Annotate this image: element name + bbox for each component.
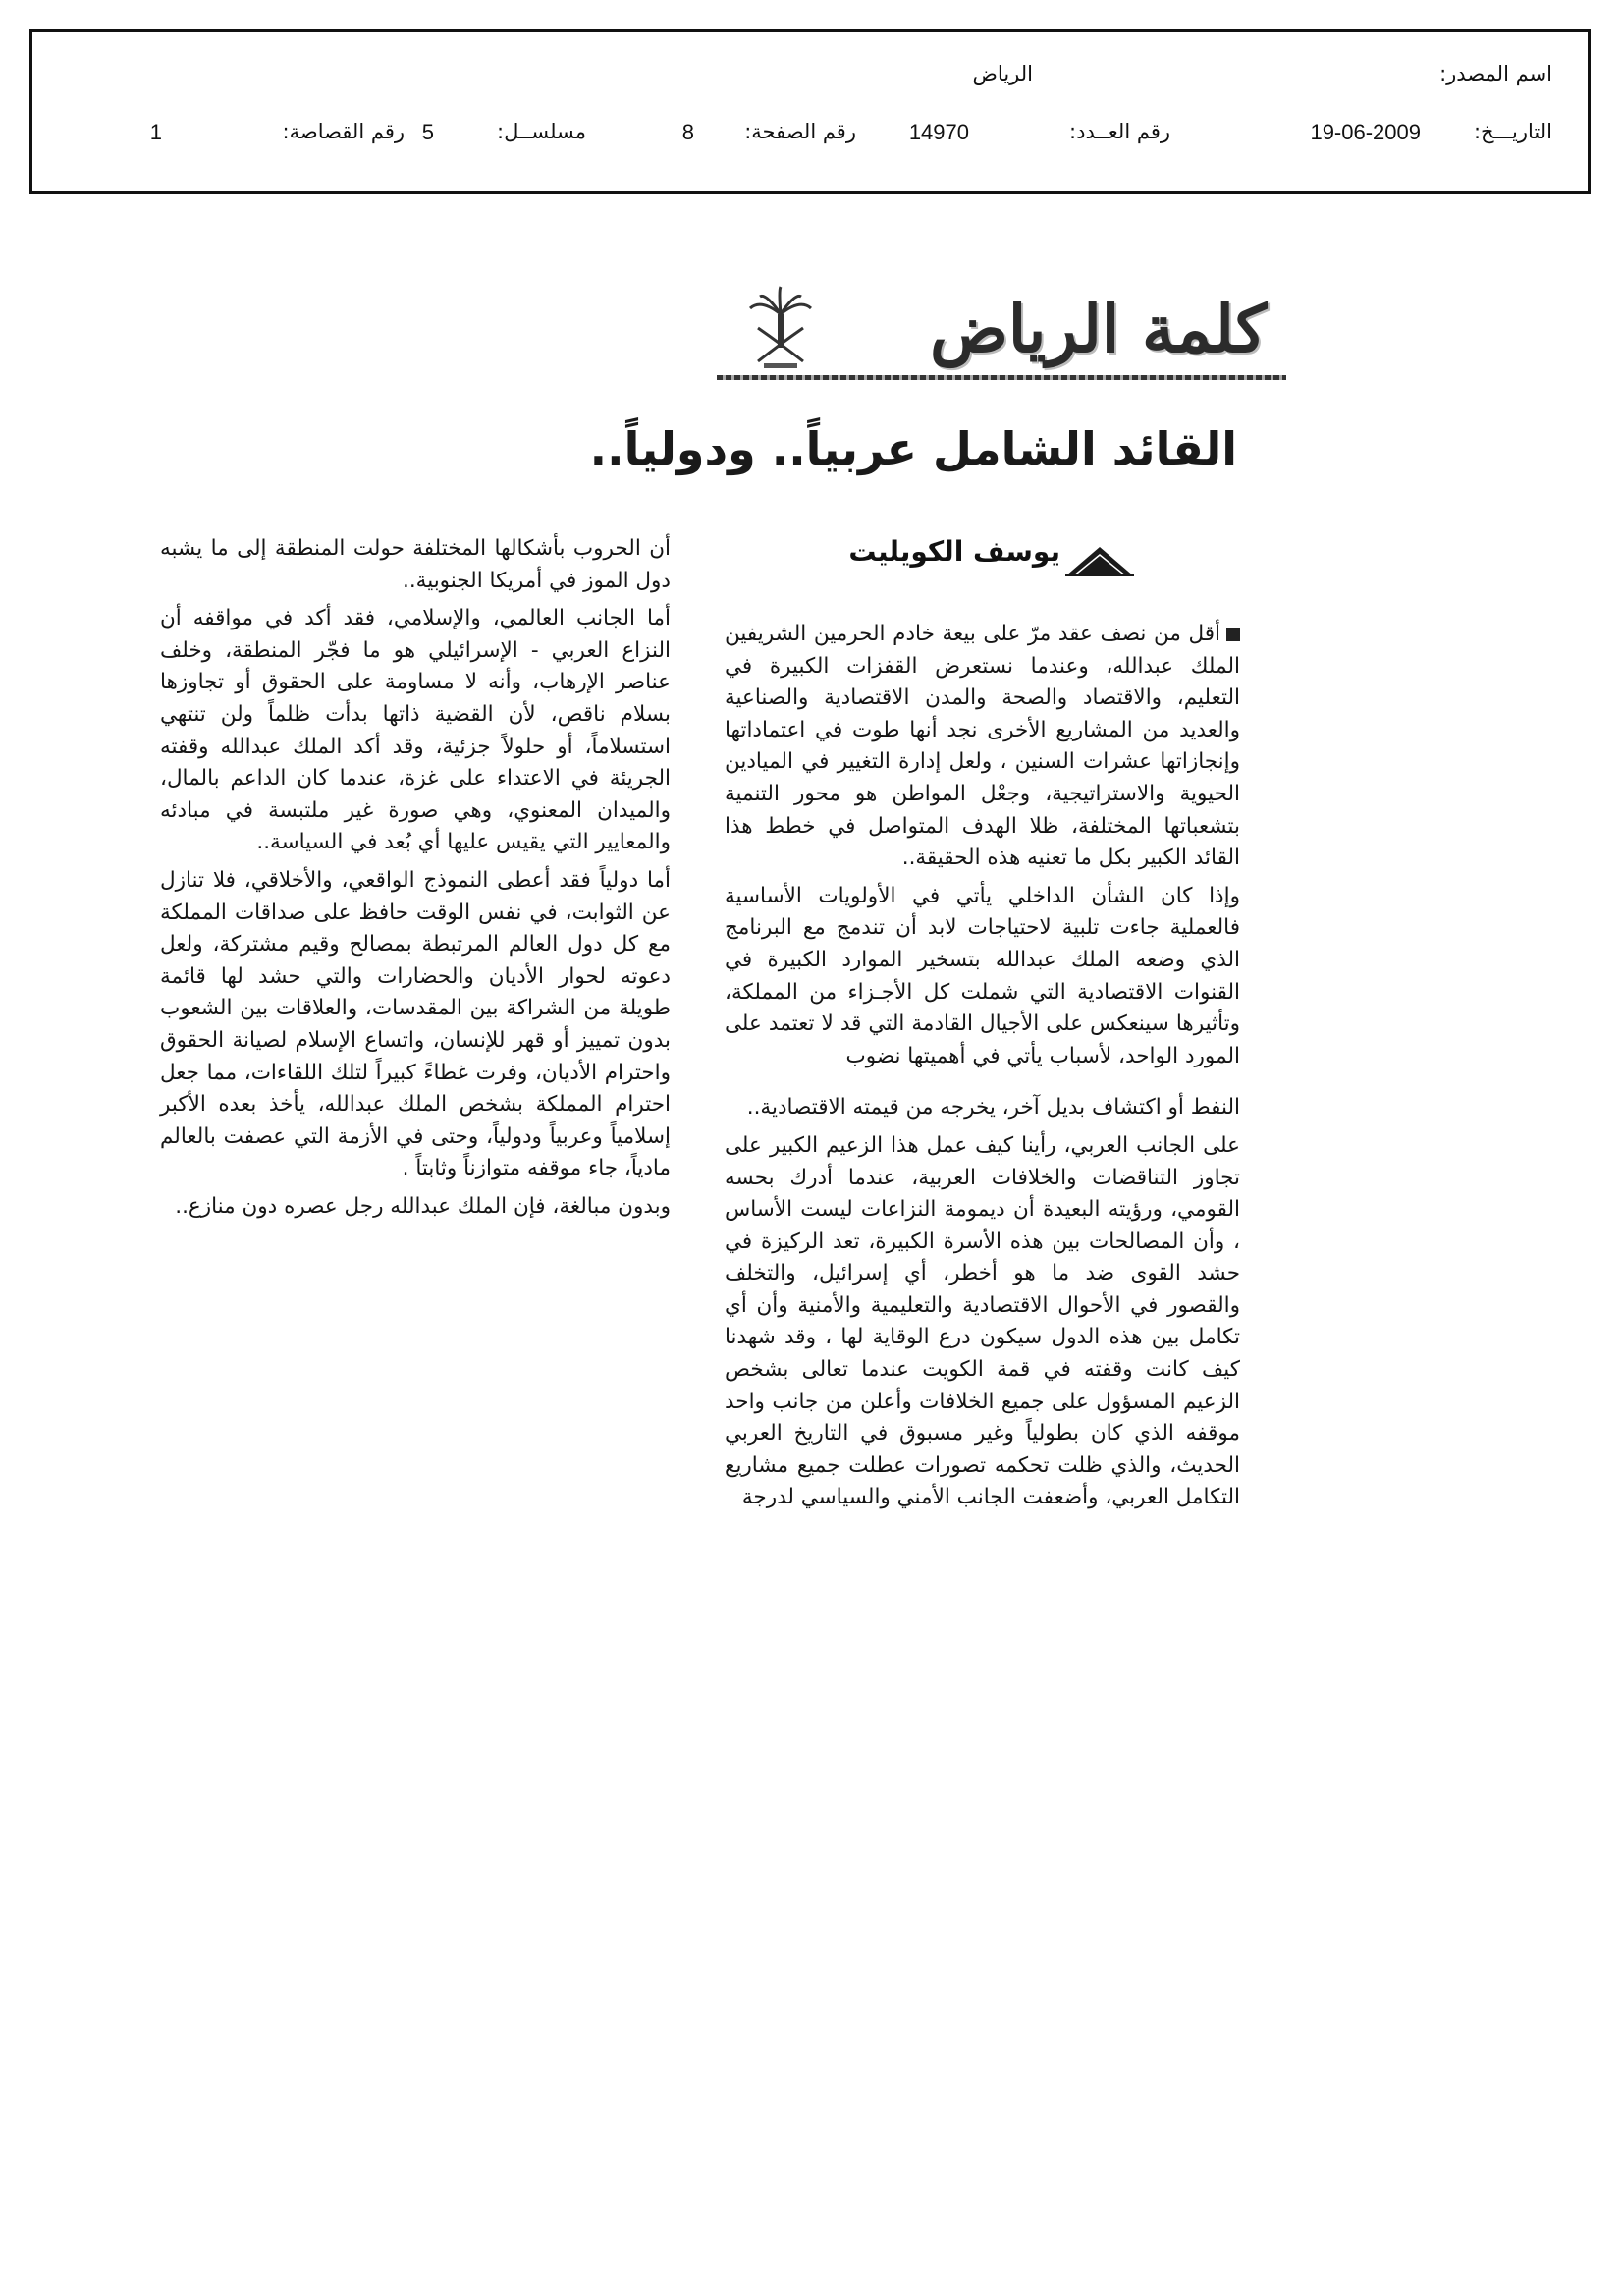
page-label: رقم الصفحة:: [744, 120, 856, 143]
masthead: [717, 285, 1286, 393]
serial-label: مسلســل:: [497, 120, 586, 143]
date-label: التاريـــخ:: [1473, 120, 1552, 143]
bullet-square-icon: [1226, 628, 1240, 641]
paragraph: أما الجانب العالمي، والإسلامي، فقد أكد في مواقفه أن النزاع العربي - الإسرائيلي هو ما فجّر المنطقة، وخلف عناصر الإرهاب، وأنه لا مساومة على الحقوق أو تجاوزها بسلام ناقص، لأن القضية ذاتها بدأت ظلماً ولن تنتهي استسلاماً، أو حلولاً جزئية، وقد أكد الملك عبدالله وقفته الجريئة في الاعتداء على غزة، عندما كان الداعم بالمال، والميدان المعنوي، وهي صورة غير ملتبسة في مبادئه والمعايير التي يقيس عليها أي بُعد في السياسة..: [160, 606, 671, 855]
palm-swords-emblem-icon: [746, 285, 815, 373]
paragraph: أن الحروب بأشكالها المختلفة حولت المنطقة إلى ما يشبه دول الموز في أمريكا الجنوبية..: [160, 536, 671, 593]
paragraph: النفط أو اكتشاف بديل آخر، يخرجه من قيمته الاقتصادية..: [746, 1095, 1240, 1121]
metadata-box: [29, 29, 1591, 194]
article-author: يوسف الكويليت: [848, 535, 1060, 568]
date-value: 19-06-2009: [1310, 120, 1421, 144]
paragraph: وبدون مبالغة، فإن الملك عبدالله رجل عصره دون منازع..: [175, 1193, 671, 1219]
paragraph: على الجانب العربي، رأينا كيف عمل هذا الزعيم الكبير على تجاوز التناقضات والخلافات العربية، عندما أدرك بحسه القومي، ورؤيته البعيدة أن ديمومة النزاعات ليست الأساس ، وأن المصالحات بين هذه الأسرة الكبيرة، تعد الركيزة في حشد القوى ضد ما هو أخطر، أي إسرائيل، والتخلف والقصور في الأحوال الاقتصادية والتعليمية والأمنية وأن أي تكامل بين هذه الدول سيكون درع الوقاية لها ، وقد شهدنا كيف كانت وقفته في قمة الكويت عندما تعالى بشخص الزعيم المسؤول على جميع الخلافات وأعلن من جانب واحد موقفه الذي كان بطولياً وغير مسبوق في التاريخ العربي الحديث، والذي ظلت تحكمه تصورات عطلت جميع مشاريع التكامل العربي، وأضعفت الجانب الأمني والسياسي لدرجة: [725, 1132, 1240, 1510]
article-column-right: [725, 619, 1240, 1520]
issue-label: رقم العــدد:: [1069, 120, 1170, 143]
article-column-left: [160, 533, 671, 1229]
page-value: 8: [681, 120, 694, 144]
masthead-title: كلمة الرياض: [930, 291, 1267, 367]
paragraph: أقل من نصف عقد مرّ على بيعة خادم الحرمين الشريفين الملك عبدالله، وعندما نستعرض القفزات الكبيرة في التعليم، والاقتصاد والصحة والمدن الاقتصادية والصناعية والعديد من المشاريع الأخرى نجد أنها طوت في اعتماداتها وإنجازاتها عشرات السنين ، ولعل إدارة التغيير في الميادين الحيوية والاستراتيجية، وجعْل المواطن هو محور التنمية بتشعباتها المختلفة، ظلا الهدف المتواصل في خطط هذا القائد الكبير بكل ما تعنيه هذه الحقيقة..: [725, 622, 1240, 871]
byline-triangle-icon: [1065, 543, 1134, 578]
issue-value: 14970: [908, 120, 969, 144]
paragraph: أما دولياً فقد أعطى النموذج الواقعي، والأخلاقي، فلا تنازل عن الثوابت، في نفس الوقت حافظ على صداقات المملكة مع كل دول العالم المرتبطة بمصالح وقيم مشتركة، ولعل دعوته لحوار الأديان والحضارات والتي حشد لها قائمة طويلة من الشراكة بين المقدسات، والعلاقات بين الشعوب بدون تمييز أو قهر للإنسان، واتساع الإسلام لصيانة الحقوق واحترام الأديان، وفرت غطاءً كبيراً لتلك اللقاءات، مما جعل احترام المملكة بشخص الملك عبدالله، يأخذ بعده الأكبر إسلامياً وعربياً ودولياً، وحتى في الأزمة التي عصفت بالعالم مادياً، جاء موقفه متوازناً وثابتاً .: [160, 867, 671, 1181]
source-label: اسم المصدر:: [1439, 62, 1552, 85]
clip-value: 1: [149, 120, 162, 144]
clip-label: رقم القصاصة:: [282, 120, 405, 143]
serial-value: 5: [421, 120, 434, 144]
article-headline: القائد الشامل عربياً.. ودولياً..: [589, 422, 1237, 475]
paragraph: وإذا كان الشأن الداخلي يأتي في الأولويات الأساسية فالعملية جاءت تلبية لاحتياجات لابد أن تندمج مع البرنامج الذي وضعه الملك عبدالله بتسخير الموارد الكبيرة في القنوات الاقتصادية التي شملت كل الأجـزاء من المملكة، وتأثيرها سينعكس على الأجيال القادمة التي قد لا تعتمد على المورد الواحد، لأسباب يأتي في أهميتها نضوب: [725, 883, 1240, 1068]
source-value: الرياض: [972, 62, 1033, 85]
masthead-rule: [717, 375, 1286, 380]
